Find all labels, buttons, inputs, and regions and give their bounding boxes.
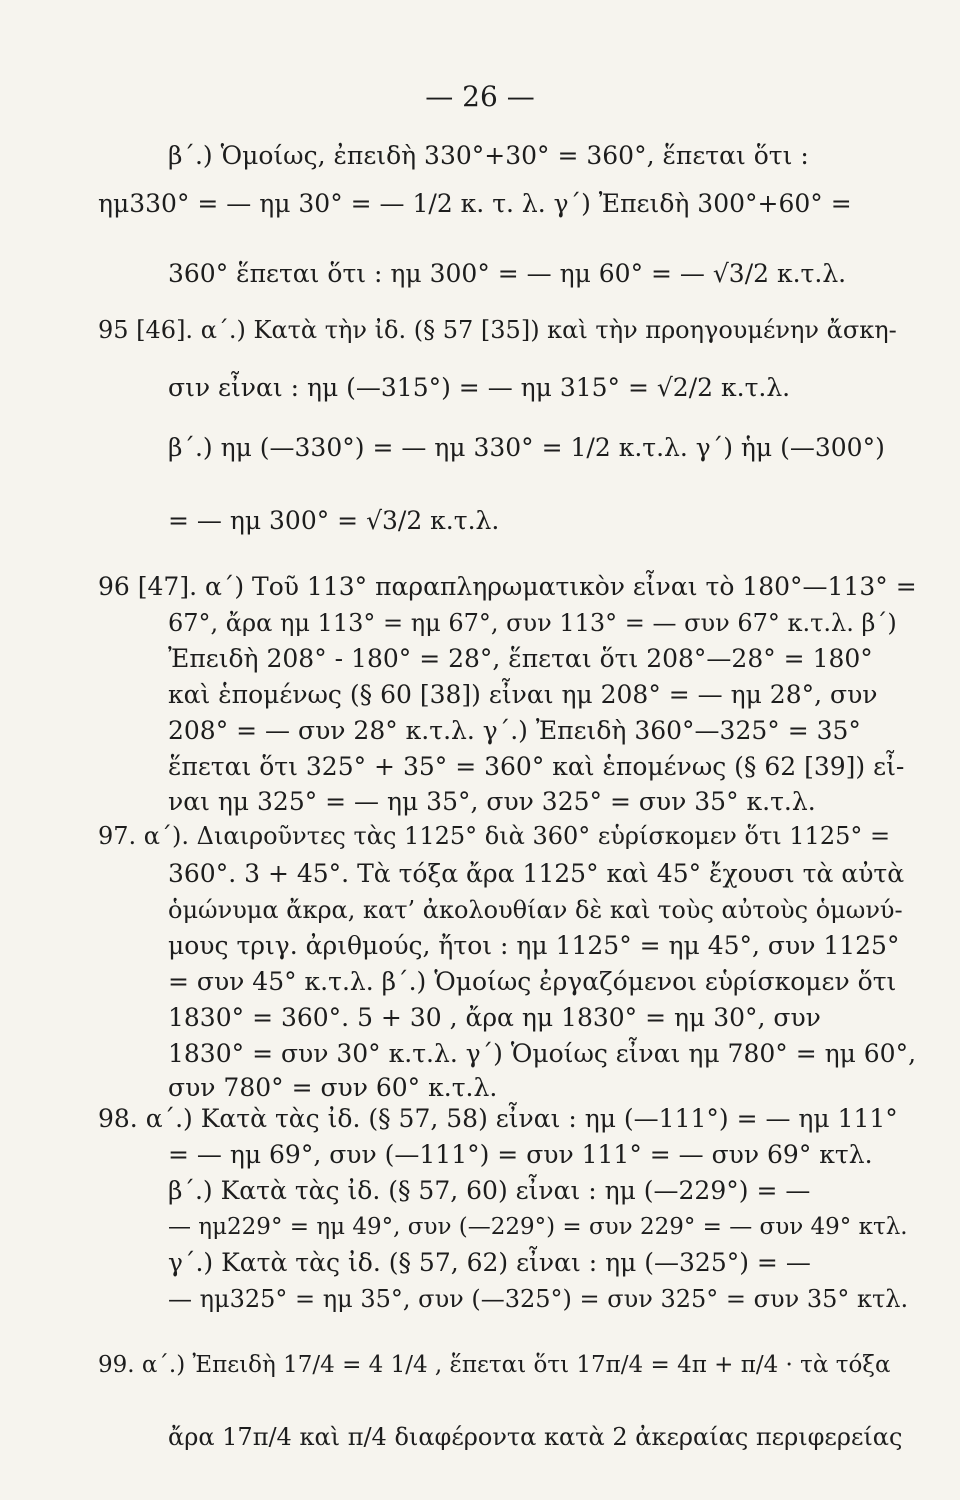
page-number: — 26 — — [425, 80, 535, 113]
text-line: 97. α΄). Διαιροῦντες τὰς 1125° διὰ 360° εὑρίσκομεν ὅτι 1125° = — [98, 822, 891, 850]
text-line: = — ημ 69°, συν (—111°) = συν 111° = — συν 69° κτλ. — [168, 1140, 873, 1169]
text-line: 96 [47]. α΄) Τοῦ 113° παραπληρωματικὸν εἶναι τὸ 180°—113° = — [98, 572, 917, 601]
text-line: ἄρα 17π/4 καὶ π/4 διαφέροντα κατὰ 2 ἀκεραίας περιφερείας — [168, 1423, 903, 1451]
text-line: 95 [46]. α΄.) Κατὰ τὴν ἰδ. (§ 57 [35]) καὶ τὴν προηγουμένην ἄσκη- — [98, 316, 897, 344]
text-line: β΄.) ημ (—330°) = — ημ 330° = 1/2 κ.τ.λ. γ΄) ἡμ (—300°) — [168, 433, 885, 462]
text-line: ὁμώνυμα ἄκρα, κατ’ ἀκολουθίαν δὲ καὶ τοὺς αὐτοὺς ὁμωνύ- — [168, 896, 903, 924]
text-line: 1830° = 360°. 5 + 30 , ἄρα ημ 1830° = ημ 30°, συν — [168, 1003, 821, 1032]
text-line: 360° ἕπεται ὅτι : ημ 300° = — ημ 60° = — √3/2 κ.τ.λ. — [168, 259, 847, 288]
text-line: ναι ημ 325° = — ημ 35°, συν 325° = συν 35° κ.τ.λ. — [168, 787, 816, 816]
text-line: Ἐπειδὴ 208° - 180° = 28°, ἕπεται ὅτι 208°—28° = 180° — [168, 644, 873, 673]
text-line: β΄.) Ὁμοίως, ἐπειδὴ 330°+30° = 360°, ἕπεται ὅτι : — [168, 141, 809, 170]
text-line: ημ330° = — ημ 30° = — 1/2 κ. τ. λ. γ΄) Ἐπειδὴ 300°+60° = — [98, 189, 852, 218]
text-line: = — ημ 300° = √3/2 κ.τ.λ. — [168, 506, 500, 535]
text-line: 360°. 3 + 45°. Τὰ τόξα ἄρα 1125° καὶ 45° ἔχουσι τὰ αὐτὰ — [168, 859, 905, 888]
text-line: 98. α΄.) Κατὰ τὰς ἰδ. (§ 57, 58) εἶναι : ημ (—111°) = — ημ 111° — [98, 1104, 898, 1133]
text-line: β΄.) Κατὰ τὰς ἰδ. (§ 57, 60) εἶναι : ημ (—229°) = — — [168, 1176, 811, 1205]
text-line: καὶ ἑπομένως (§ 60 [38]) εἶναι ημ 208° = — ημ 28°, συν — [168, 680, 878, 709]
text-line: ἕπεται ὅτι 325° + 35° = 360° καὶ ἑπομένως (§ 62 [39]) εἶ- — [168, 752, 905, 781]
text-line: — ημ229° = ημ 49°, συν (—229°) = συν 229° = — συν 49° κτλ. — [168, 1214, 908, 1240]
text-line: σιν εἶναι : ημ (—315°) = — ημ 315° = √2/2 κ.τ.λ. — [168, 373, 791, 402]
text-line: 99. α΄.) Ἐπειδὴ 17/4 = 4 1/4 , ἕπεται ὅτι 17π/4 = 4π + π/4 · τὰ τόξα — [98, 1352, 891, 1378]
text-line: συν 780° = συν 60° κ.τ.λ. — [168, 1073, 498, 1102]
text-line: μους τριγ. ἀριθμούς, ἤτοι : ημ 1125° = ημ 45°, συν 1125° — [168, 931, 900, 960]
text-line: — ημ325° = ημ 35°, συν (—325°) = συν 325° = συν 35° κτλ. — [168, 1285, 909, 1313]
text-line: 208° = — συν 28° κ.τ.λ. γ΄.) Ἐπειδὴ 360°—325° = 35° — [168, 716, 861, 745]
text-line: = συν 45° κ.τ.λ. β΄.) Ὁμοίως ἐργαζόμενοι εὑρίσκομεν ὅτι — [168, 967, 897, 996]
text-line: γ΄.) Κατὰ τὰς ἰδ. (§ 57, 62) εἶναι : ημ (—325°) = — — [168, 1248, 811, 1277]
text-line: 1830° = συν 30° κ.τ.λ. γ΄) Ὁμοίως εἶναι ημ 780° = ημ 60°, — [168, 1039, 917, 1068]
text-line: 67°, ἄρα ημ 113° = ημ 67°, συν 113° = — συν 67° κ.τ.λ. β΄) — [168, 609, 897, 637]
